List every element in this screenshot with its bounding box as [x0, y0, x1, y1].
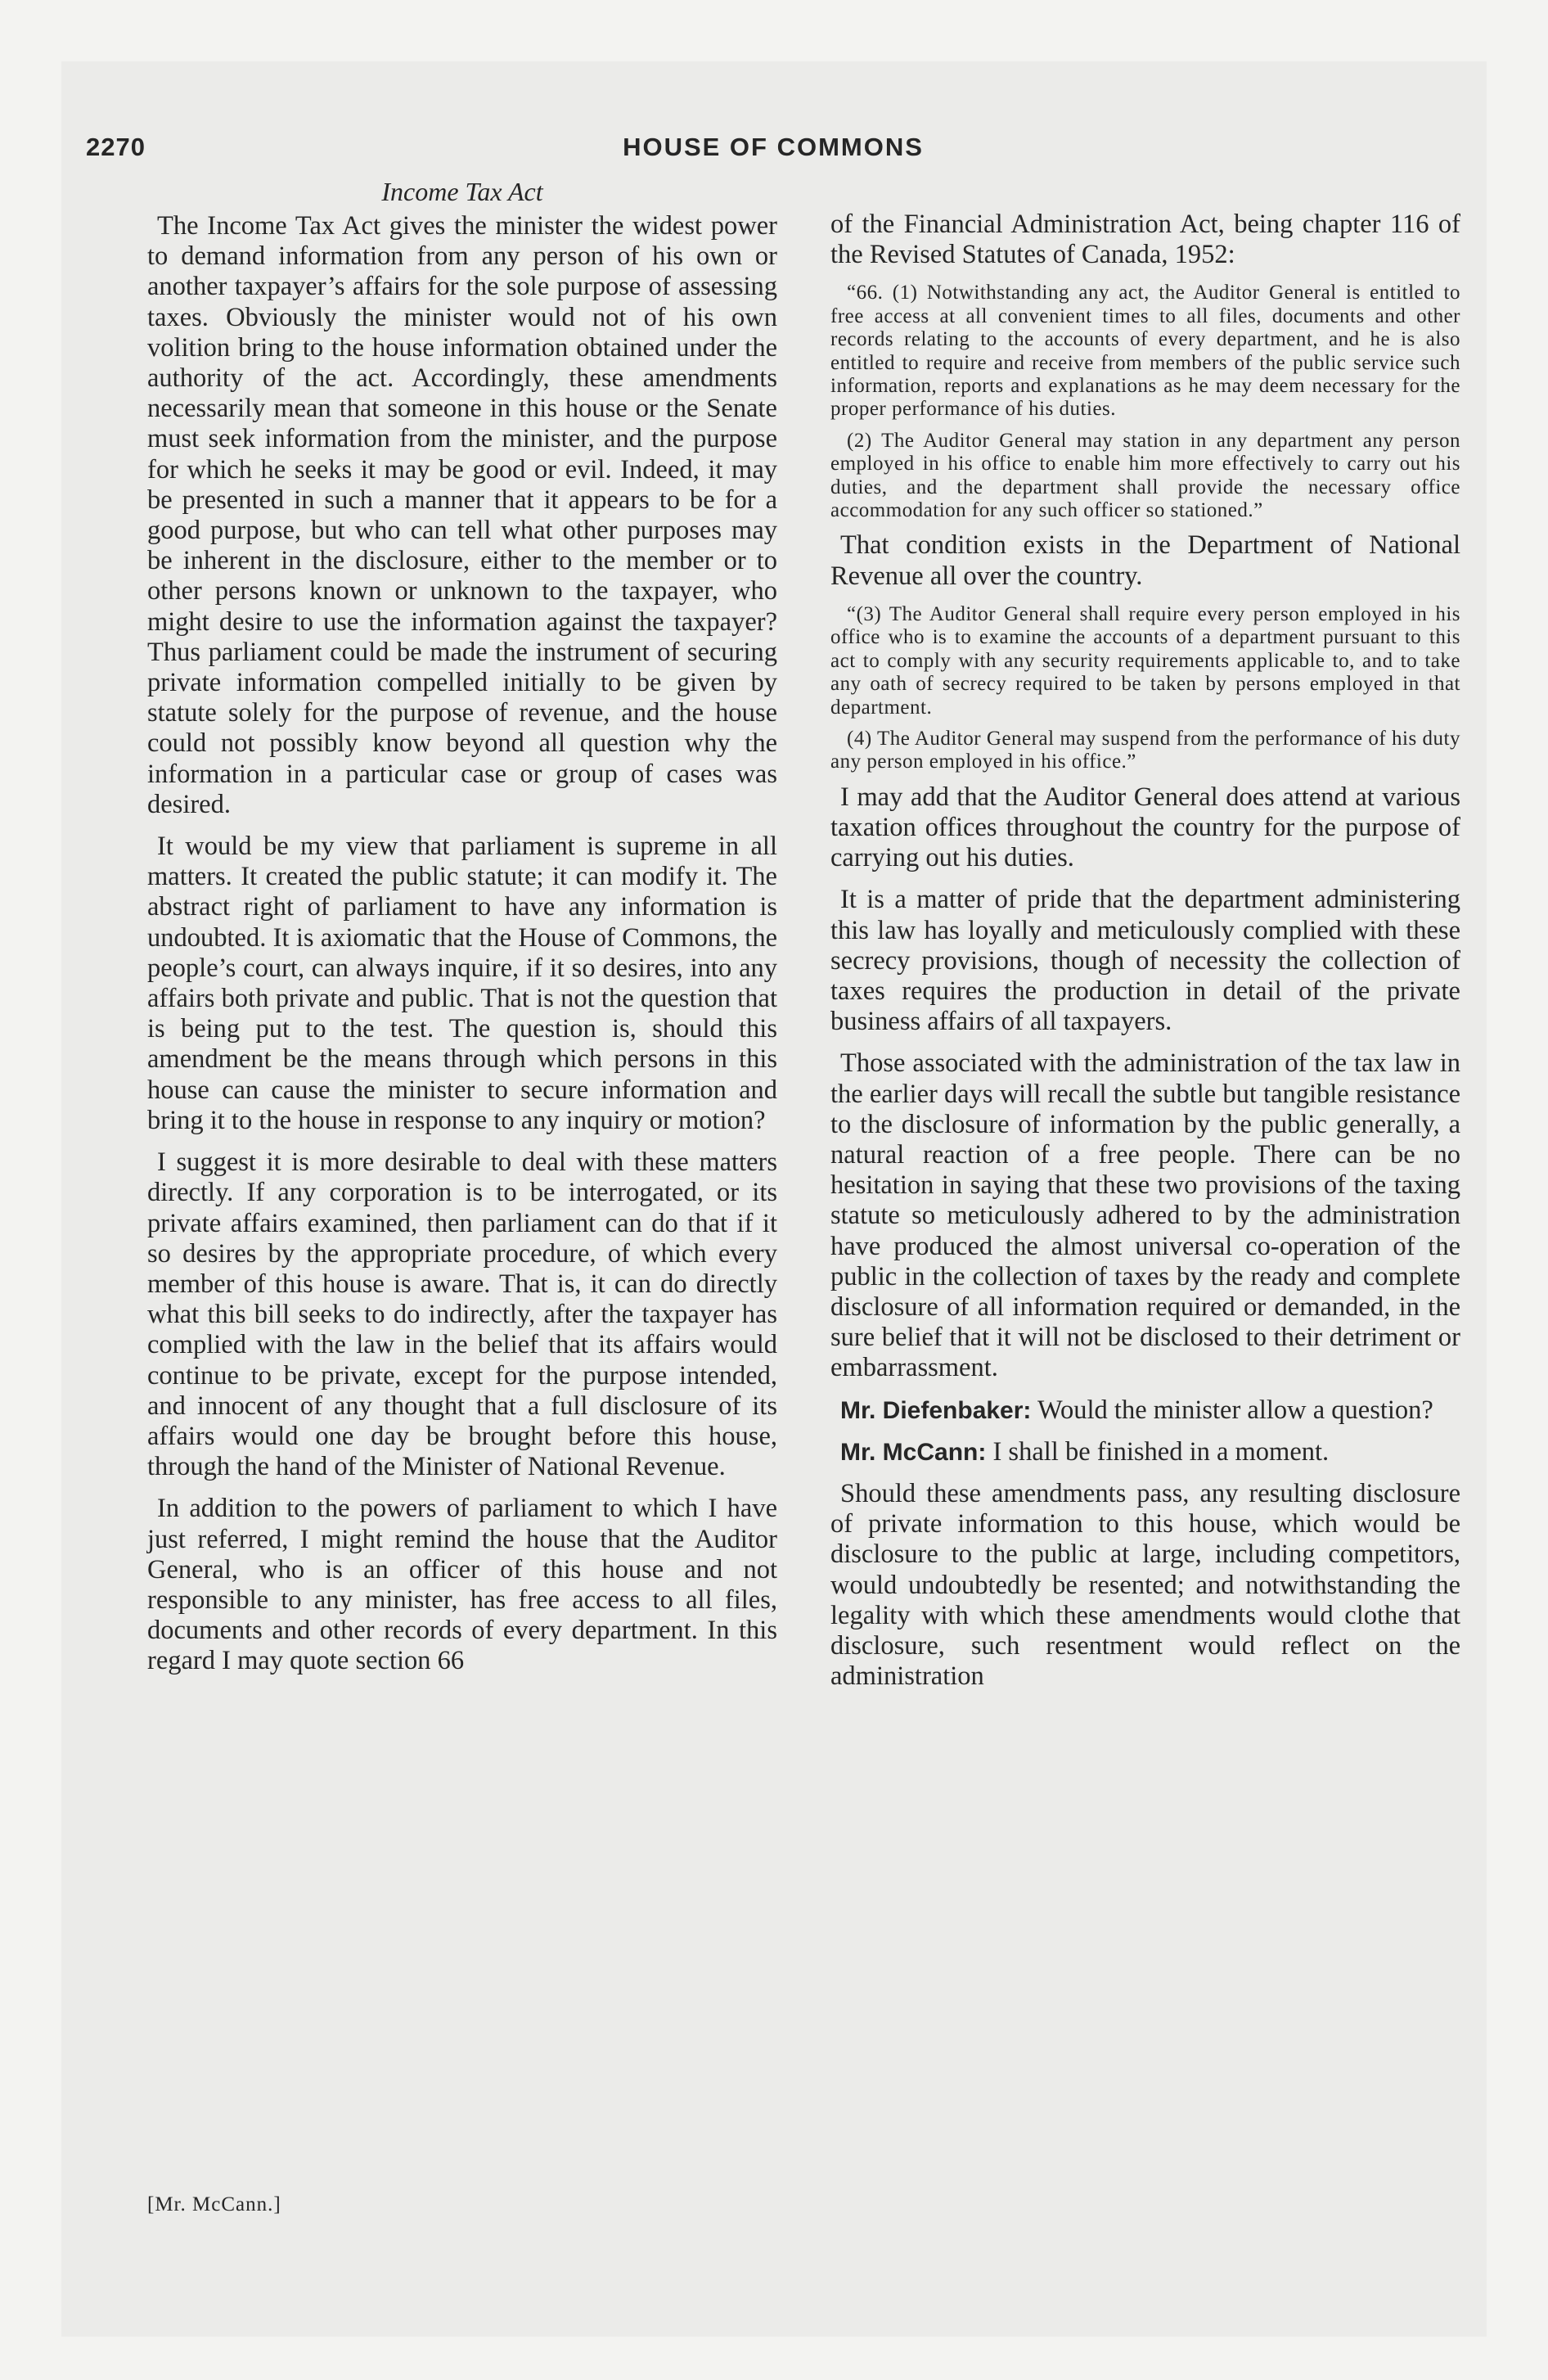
footer-speaker-note: [Mr. McCann.]	[147, 2193, 281, 2215]
paragraph: Should these amendments pass, any resulting disclosure of private information to this house, which would be disclosure to the public at large, including competitors, would undoubtedly be resented; and notwithstanding the legality with which these amendments would clothe that disclosure, such resentment would reflect on the administration	[830, 1478, 1460, 1692]
speech-text: I shall be finished in a moment.	[986, 1436, 1330, 1467]
statute-quote: (2) The Auditor General may station in any department any person employed in his office to enable him more effectively to carry out his duties, and the department shall provide the necessary office accommodation for any such officer so stationed.”	[830, 429, 1460, 522]
speech-text: Would the minister allow a question?	[1031, 1395, 1433, 1425]
paragraph: That condition exists in the Department of National Revenue all over the country.	[830, 530, 1460, 591]
speaker-name: Mr. McCann:	[840, 1438, 987, 1466]
page-header	[86, 133, 1460, 174]
right-column	[830, 210, 1460, 1703]
subhead: Income Tax Act	[381, 177, 543, 206]
page-number: 2270	[86, 133, 146, 161]
paragraph: The Income Tax Act gives the minister the widest power to demand information from any person of his own or another taxpayer’s affairs for the sole purpose of assessing taxes. Obviously the minister would not of his own volition bring to the house information obtained under the authority of the act. Accordingly, these amendments necessarily mean that someone in this house or the Senate must seek information from the minister, and the purpose for which he seeks it may be good or evil. Indeed, it may be presented in such a manner that it appears to be for a good purpose, but who can tell what other purposes may be inherent in the disclosure, either to the member or to other persons known or unknown to the taxpayer, who might desire to use the information against the taxpayer? Thus parliament could be made the instrument of securing private information compelled initially to be given by statute solely for the purpose of revenue, and the house could not possibly know beyond all question why the information in a particular case or group of cases was desired.	[147, 211, 777, 819]
speech	[830, 1437, 1460, 1467]
statute-quote: “66. (1) Notwithstanding any act, the Auditor General is entitled to free access at all convenient times to all files, documents and other records relating to the accounts of every department, and he is also entitled to require and receive from members of the public service such information, reports and explanations as he may deem necessary for the proper performance of his duties.	[830, 282, 1460, 421]
paragraph: In addition to the powers of parliament to which I have just referred, I might remind the house that the Auditor General, who is an officer of this house and not responsible to any minister, has free access to all files, documents and other records of every department. In this regard I may quote section 66	[147, 1494, 777, 1676]
paragraph: It is a matter of pride that the department administering this law has loyally and meticulously complied with these secrecy provisions, though of necessity the collection of taxes requires the production in detail of the private business affairs of all taxpayers.	[830, 885, 1460, 1037]
speaker-name: Mr. Diefenbaker:	[840, 1396, 1032, 1424]
paragraph: I may add that the Auditor General does attend at various taxation offices throughout the country for the purpose of carrying out his duties.	[830, 782, 1460, 873]
paragraph: I suggest it is more desirable to deal with these matters directly. If any corporation is to be interrogated, or its private affairs examined, then parliament can do that if it so desires by the appropriate procedure, of which every member of this house is aware. That is, it can do directly what this bill seeks to do indirectly, after the taxpayer has complied with the law in the belief that its affairs would continue to be private, except for the purpose intended, and innocent of any thought that a full disclosure of its affairs would one day be brought before this house, through the hand of the Minister of National Revenue.	[147, 1147, 777, 1482]
speech	[830, 1395, 1460, 1426]
left-column	[147, 175, 777, 1688]
paragraph: Those associated with the administration of the tax law in the earlier days will recall the subtle but tangible resistance to the disclosure of information by the public generally, a natural reaction of a free people. There can be no hesitation in saying that these two provisions of the taxing statute so meticulously adhered to by the administration have produced the almost universal co-operation of the public in the collection of taxes by the ready and complete disclosure of all information required or demanded, in the sure belief that it will not be disclosed to their detriment or embarrassment.	[830, 1048, 1460, 1383]
paragraph: of the Financial Administration Act, being chapter 116 of the Revised Statutes of Canada, 1952:	[830, 210, 1460, 270]
statute-quote: “(3) The Auditor General shall require every person employed in his office who is to examine the accounts of a department pursuant to this act to comply with any security requirements applicable to, and to take any oath of secrecy required to be taken by persons employed in that department.	[830, 602, 1460, 719]
running-head: HOUSE OF COMMONS	[623, 133, 924, 161]
paragraph: It would be my view that parliament is supreme in all matters. It created the public statute; it can modify it. The abstract right of parliament to have any information is undoubted. It is axiomatic that the House of Commons, the people’s court, can always inquire, if it so desires, into any affairs both private and public. That is not the question that is being put to the test. The question is, should this amendment be the means through which persons in this house can cause the minister to secure information and bring it to the house in response to any inquiry or motion?	[147, 832, 777, 1135]
statute-quote: (4) The Auditor General may suspend from the performance of his duty any person employed in his office.”	[830, 727, 1460, 773]
